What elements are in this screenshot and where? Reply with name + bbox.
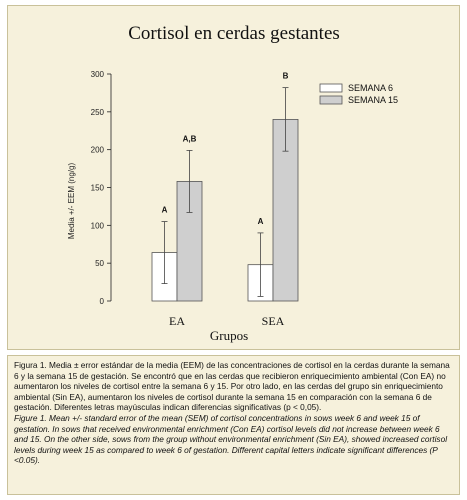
- chart-title: Cortisol en cerdas gestantes: [128, 23, 340, 44]
- caption-english: Figure 1. Mean +/- standard error of the mean (SEM) of cortisol concentrations in sows week 6 and week 15 of gestation. In sows that received environmental enrichment (Con EA) cortisol levels did not increase between week 6 and 15. On the other side, sows from the group without environmental enrichment (Sin EA), showed increased cortisol levels during week 15 as compared to week 6 of gestation. Different capital letters indicate significant differences (P <0.05).: [14, 412, 448, 466]
- legend-label: SEMANA 6: [348, 83, 394, 93]
- y-tick-label: 250: [90, 107, 104, 117]
- legend-swatch: [320, 84, 342, 92]
- x-axis-title: Grupos: [209, 328, 249, 343]
- x-category-label: EA: [169, 314, 185, 328]
- significance-label: A: [161, 205, 168, 215]
- legend-swatch: [320, 96, 342, 104]
- plot-area: [91, 70, 398, 328]
- y-tick-label: 0: [99, 297, 104, 306]
- y-tick-label: 150: [90, 183, 104, 193]
- legend-label: SEMANA 15: [348, 95, 399, 105]
- y-axis-label: Media +/- EEM (ng/g): [67, 162, 76, 240]
- significance-label: A,B: [182, 134, 197, 144]
- significance-label: A: [257, 216, 264, 226]
- x-category-label: SEA: [261, 314, 285, 328]
- caption-spanish: Figura 1. Media ± error estándar de la media (EEM) de las concentraciones de cortisol en la cerdas durante la semana 6 y la semana 15 de gestación. Se encontró que en las cerdas que recibieron enriquecimiento ambiental (Con EA) no aumentaron los niveles de cortisol entre la semana 6 y 15. Por otro lado, en las cerdas del grupo sin enriquecimiento ambiental (Sin EA), aumentaron los niveles de cortisol durante la semana 15 en comparación con la semana 6 de gestación. Diferentes letras mayúsculas indican diferencias significativas (p < 0,05).: [14, 360, 450, 413]
- significance-label: B: [282, 71, 289, 81]
- y-tick-label: 300: [90, 70, 104, 79]
- chart: [8, 6, 461, 351]
- y-tick-label: 100: [90, 221, 104, 231]
- y-tick-label: 200: [90, 145, 104, 155]
- y-tick-label: 50: [95, 259, 104, 269]
- figure-caption: [7, 355, 460, 495]
- figure-panel: [7, 5, 460, 350]
